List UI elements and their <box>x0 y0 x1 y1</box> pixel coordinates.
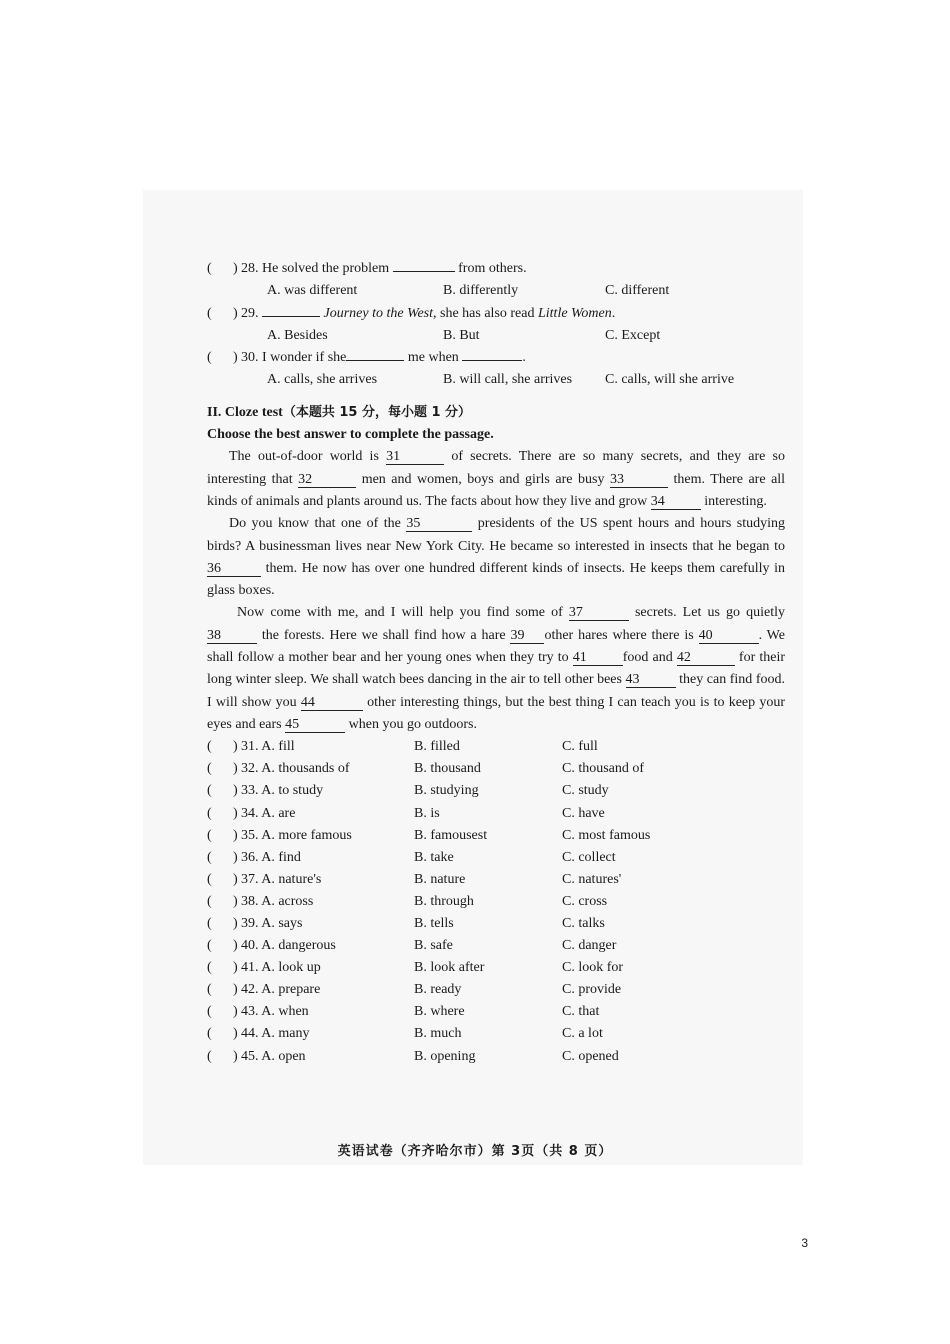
option-b: B. But <box>443 327 480 343</box>
option-a: 40. A. dangerous <box>241 938 336 954</box>
cloze-blank: 45 <box>285 717 345 733</box>
section-instruction: Choose the best answer to complete the passage. <box>207 427 494 443</box>
option-a: 36. A. find <box>241 849 301 865</box>
option-a: 38. A. across <box>241 893 314 909</box>
option-b: B. where <box>414 1004 465 1020</box>
option-b: B. will call, she arrives <box>443 372 573 388</box>
passage-paragraph-1: The out-of-door world is 31 of secrets. There are so many secrets, and they are so interesting that 32 men and women, boys and girls are busy 33 them. There are all kinds of animals and plants around us. The facts about how they live and grow 34 interesting. <box>207 449 786 509</box>
option-c: C. that <box>562 1004 600 1020</box>
option-b: B. thousand <box>414 761 481 777</box>
cloze-blank: 41 <box>573 650 623 666</box>
answer-paren-close: ) <box>233 350 238 366</box>
option-b: B. ready <box>414 982 462 998</box>
option-a: 39. A. says <box>241 915 303 931</box>
cloze-blank: 33 <box>610 472 668 488</box>
option-c: C. look for <box>562 960 624 976</box>
option-b: B. take <box>414 849 454 865</box>
page-number: 3 <box>801 1236 808 1250</box>
passage-paragraph-3: Now come with me, and I will help you find some of 37 secrets. Let us go quietly 38 the forests. Here we shall find how a hare 39 other hares where there is 40 . We shall follow a mother bear and her young ones when they try to 41 food and 42 for their long winter sleep. We shall watch bees dancing in the air to tell other bees 43 they can find food. I will show you 44 other interesting things, but the best thing I can teach you is to keep your eyes and ears 45 when you go outdoors. <box>207 605 786 732</box>
option-a: 44. A. many <box>241 1026 310 1042</box>
option-a: A. Besides <box>267 327 328 343</box>
option-b: B. safe <box>414 938 453 954</box>
option-c: C. study <box>562 783 609 799</box>
answer-paren-close: ) <box>233 261 238 276</box>
option-c: C. Except <box>605 327 661 343</box>
cloze-option-row: ( ) 36. A. find B. take C. collect <box>207 847 785 869</box>
option-b: B. is <box>414 805 440 821</box>
question-30 <box>207 347 785 369</box>
answer-blank <box>262 316 320 317</box>
option-c: C. calls, will she arrive <box>605 372 735 388</box>
question-stem: 29. Journey to the West, she has also read Little Women. <box>241 305 616 321</box>
question-stem: 30. I wonder if she me when . <box>241 350 526 366</box>
option-a: 35. A. more famous <box>241 827 352 843</box>
option-c: C. natures' <box>562 871 622 887</box>
options-28 <box>207 280 785 302</box>
question-28 <box>207 258 785 280</box>
option-c: C. collect <box>562 849 616 865</box>
answer-paren-open: ( <box>207 305 212 321</box>
option-c: C. most famous <box>562 827 651 843</box>
cloze-option-row: ( ) 43. A. when B. where C. that <box>207 1001 785 1023</box>
cloze-option-row: ( ) 45. A. open B. opening C. opened <box>207 1046 785 1068</box>
option-c: C. full <box>562 739 598 755</box>
cloze-blank: 36 <box>207 561 261 577</box>
cloze-blank: 37 <box>569 605 629 621</box>
cloze-option-row: ( ) 33. A. to study B. studying C. study <box>207 780 785 802</box>
cloze-option-row: ( ) 41. A. look up B. look after C. look for <box>207 957 785 979</box>
option-a: A. was different <box>267 283 358 299</box>
option-a: A. calls, she arrives <box>267 372 378 388</box>
cloze-option-row: ( ) 40. A. dangerous B. safe C. danger <box>207 935 785 957</box>
cloze-blank: 44 <box>301 695 363 711</box>
options-29 <box>207 325 785 347</box>
option-a: 32. A. thousands of <box>241 761 350 777</box>
option-c: C. thousand of <box>562 761 645 777</box>
option-a: 43. A. when <box>241 1004 309 1020</box>
option-c: C. danger <box>562 938 617 954</box>
option-b: B. tells <box>414 915 454 931</box>
cloze-blank: 39 <box>510 628 544 644</box>
answer-paren-close: ) <box>233 305 238 321</box>
option-b: B. through <box>414 893 474 909</box>
option-c: C. provide <box>562 982 622 998</box>
option-a: 45. A. open <box>241 1048 306 1064</box>
option-b: B. filled <box>414 739 460 755</box>
answer-blank <box>346 360 404 361</box>
passage-paragraph-2: Do you know that one of the 35 presidents of the US spent hours and hours studying birds? A businessman lives near New York City. He became so interested in insects that he began to 36 them. He now has over one hundred different kinds of insects. He keeps them carefully in glass boxes. <box>207 516 786 599</box>
option-b: B. famousest <box>414 827 488 843</box>
cloze-option-row: ( ) 42. A. prepare B. ready C. provide <box>207 979 785 1001</box>
cloze-blank: 43 <box>626 672 676 688</box>
option-c: C. a lot <box>562 1026 603 1042</box>
option-c: C. opened <box>562 1048 619 1064</box>
cloze-blank: 32 <box>298 472 356 488</box>
cloze-blank: 34 <box>651 494 701 510</box>
cloze-blank: 40 <box>699 628 759 644</box>
options-30 <box>207 369 785 391</box>
option-c: C. cross <box>562 893 608 909</box>
cloze-option-row: ( ) 31. A. fill B. filled C. full <box>207 736 785 758</box>
option-a: 42. A. prepare <box>241 982 321 998</box>
answer-paren-open: ( <box>207 350 212 366</box>
cloze-blank: 38 <box>207 628 257 644</box>
exam-content <box>207 258 785 1068</box>
answer-paren-open: ( <box>207 261 212 276</box>
cloze-option-row: ( ) 39. A. says B. tells C. talks <box>207 913 785 935</box>
question-stem: 28. He solved the problem from others. <box>241 261 527 276</box>
answer-blank <box>393 271 455 272</box>
cloze-blank: 35 <box>406 516 472 532</box>
cloze-options <box>207 736 785 1067</box>
option-b: B. opening <box>414 1048 476 1064</box>
option-a: 31. A. fill <box>241 739 295 755</box>
option-a: 37. A. nature's <box>241 871 322 887</box>
cloze-option-row: ( ) 44. A. many B. much C. a lot <box>207 1023 785 1045</box>
option-c: C. have <box>562 805 605 821</box>
option-b: B. studying <box>414 783 479 799</box>
option-b: B. look after <box>414 960 485 976</box>
answer-blank <box>462 360 522 361</box>
option-b: B. nature <box>414 871 466 887</box>
cloze-option-row: ( ) 38. A. across B. through C. cross <box>207 891 785 913</box>
option-b: B. much <box>414 1026 462 1042</box>
cloze-option-row: ( ) 35. A. more famous B. famousest C. most famous <box>207 825 785 847</box>
option-a: 41. A. look up <box>241 960 321 976</box>
option-a: 34. A. are <box>241 805 296 821</box>
option-a: 33. A. to study <box>241 783 324 799</box>
option-c: C. different <box>605 283 670 299</box>
cloze-option-row: ( ) 32. A. thousands of B. thousand C. thousand of <box>207 758 785 780</box>
option-b: B. differently <box>443 283 519 299</box>
cloze-option-row: ( ) 37. A. nature's B. nature C. natures' <box>207 869 785 891</box>
cloze-option-row: ( ) 34. A. are B. is C. have <box>207 803 785 825</box>
question-29 <box>207 303 785 325</box>
cloze-blank: 42 <box>677 650 735 666</box>
option-c: C. talks <box>562 915 605 931</box>
cloze-blank: 31 <box>386 449 444 465</box>
section-heading: II. Cloze test（本题共 15 分，每小题 1 分） <box>207 404 472 420</box>
page-footer: 英语试卷（齐齐哈尔市）第 3页（共 8 页） <box>337 1144 613 1159</box>
